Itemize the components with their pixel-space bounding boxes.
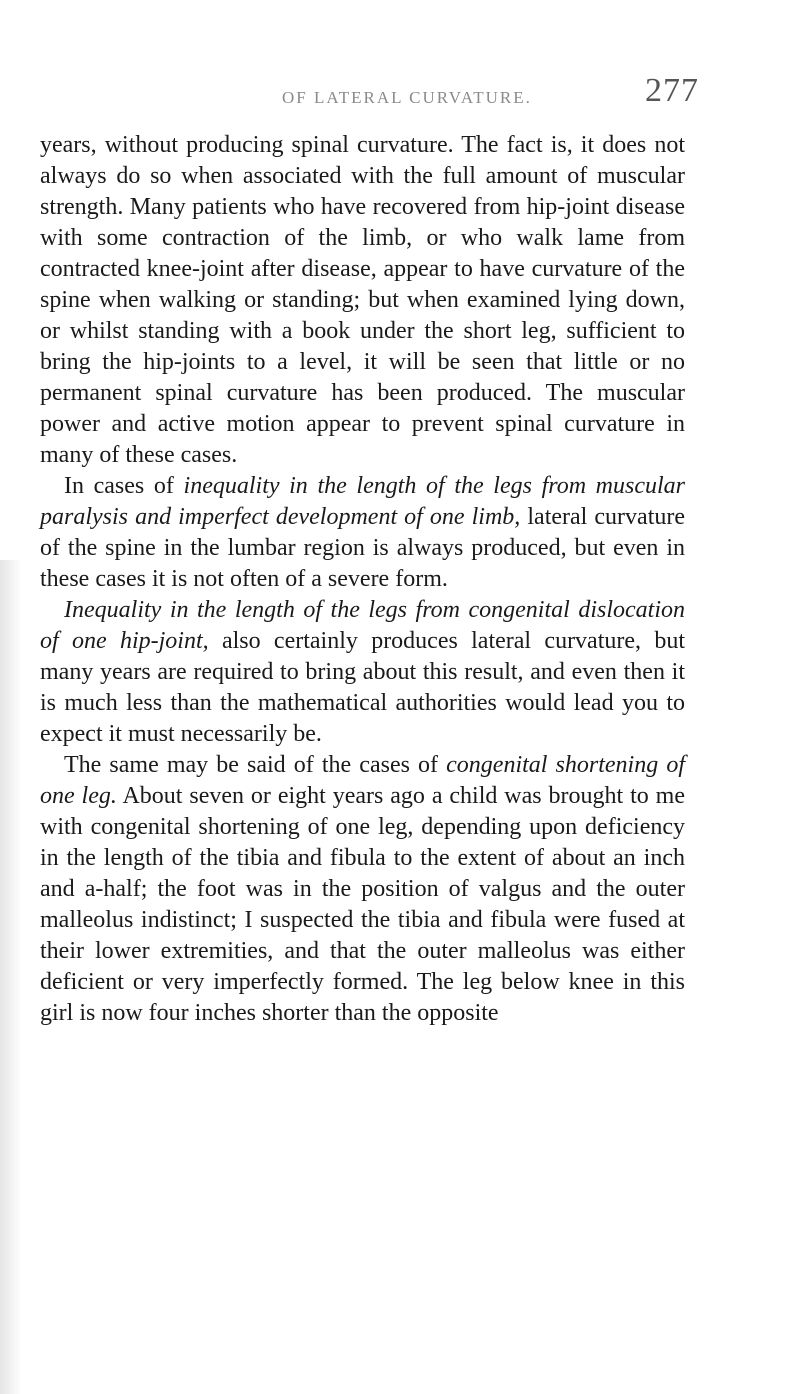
paragraph-3-rest: also certainly produces lateral curvature, but many years are required to bring about this result, and even then it is much less than the mathematical authorities would lead you to expect it must necessarily be. <box>40 628 686 747</box>
running-head: OF LATERAL CURVATURE. <box>282 88 532 107</box>
paragraph-4-lead: The same may be said of the cases of <box>64 752 447 778</box>
paragraph-4-rest: About seven or eight years ago a child was brought to me with congenital shortening of one leg, depending upon deficiency in the length of the tibia and fibula to the extent of about an inch and a-half; the foot was in the position of valgus and the outer malleolus indistinct; I suspected the tibia and fibula were fused at their lower extremities, and that the outer malleolus was either deficient or very imperfectly formed. The leg below knee in this girl is now four inches shorter than the opposite <box>40 783 685 1026</box>
paragraph-4 <box>40 750 685 1029</box>
body-text <box>40 130 685 1029</box>
paragraph-2-italic: inequality in the length of the legs from muscular paralysis and imperfect development of one limb, <box>40 473 685 530</box>
paragraph-1: years, without producing spinal curvature. The fact is, it does not always do so when associated with the full amount of muscular strength. Many patients who have recovered from hip-joint disease with some contraction of the limb, or who walk lame from contracted knee-joint after disease, appear to have curvature of the spine when walking or standing; but when examined lying down, or whilst standing with a book under the short leg, sufficient to bring the hip-joints to a level, it will be seen that little or no permanent spinal curvature has been produced. The muscular power and active motion appear to prevent spinal curvature in many of these cases. <box>40 132 685 468</box>
paragraph-4-italic: congenital shortening of one leg. <box>40 752 685 809</box>
paragraph-2-rest: lateral curvature of the spine in the lumbar region is always produced, but even in these cases it is not often of a severe form. <box>40 504 686 592</box>
paragraph-3 <box>40 595 685 750</box>
page-gutter-shadow <box>0 560 22 1394</box>
page-number: 277 <box>645 72 699 109</box>
paragraph-3-italic: Inequality in the length of the legs from congenital dislocation of one hip-joint, <box>40 597 685 654</box>
paragraph-2-lead: In cases of <box>64 473 184 499</box>
paragraph-2 <box>40 471 685 595</box>
